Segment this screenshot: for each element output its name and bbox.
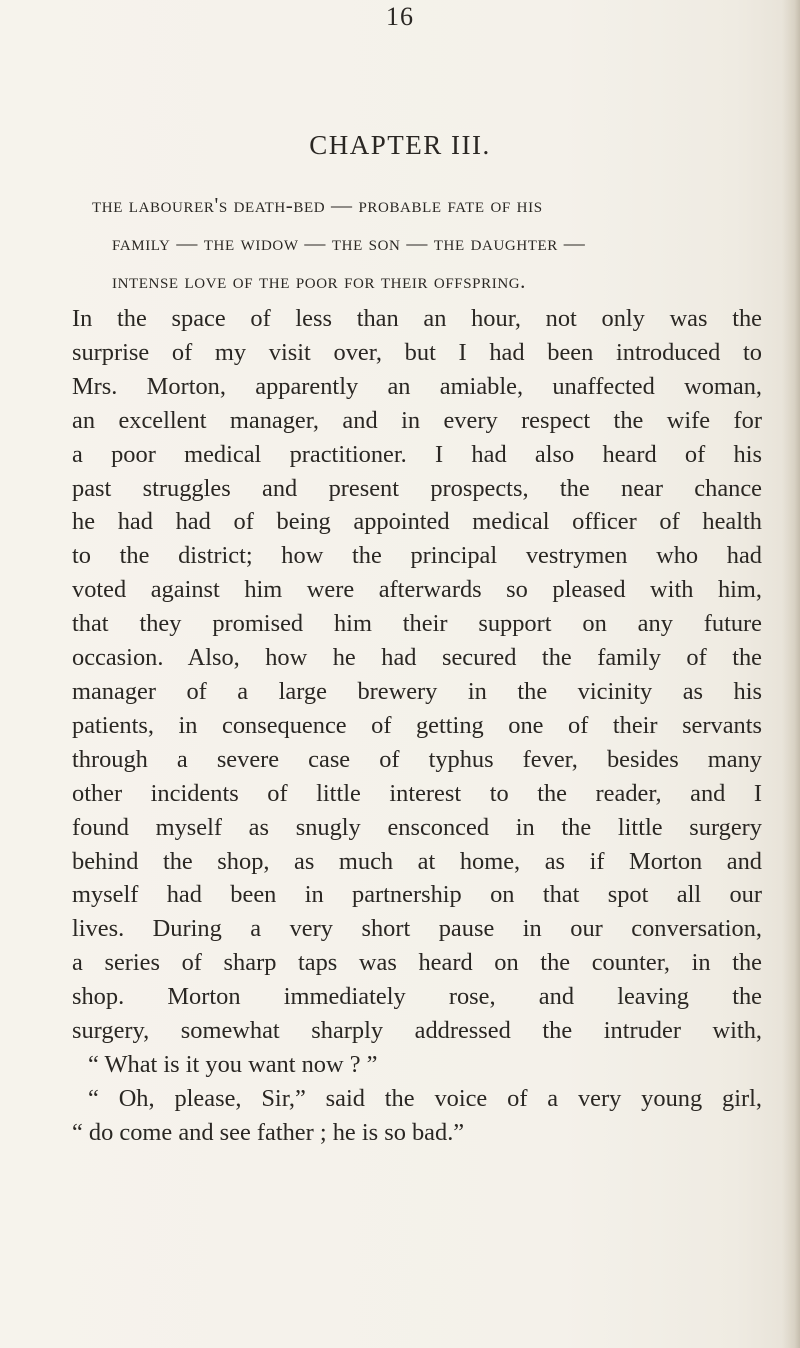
body-line: a series of sharp taps was heard on the counter, in the [72,949,762,977]
body-line: behind the shop, as much at home, as if Morton and [72,847,762,875]
body-line: an excellent manager, and in every respect the wife for [72,406,762,434]
chapter-title: CHAPTER III. [309,130,491,160]
synopsis-line: the labourer's death-bed — probable fate of his [92,193,543,217]
body-line: In the space of less than an hour, not only was the [72,305,762,332]
synopsis-line: intense love of the poor for their offspring. [112,269,527,293]
body-line: to the district; how the principal vestrymen who had [72,542,762,570]
body-line: patients, in consequence of getting one of their servants [72,711,762,739]
synopsis-line: family — the widow — the son — the daughter — [112,231,586,255]
body-line: lives. During a very short pause in our conversation, [72,915,762,943]
body-line: shop. Morton immediately rose, and leaving the [72,983,762,1011]
body-line: past struggles and present prospects, the near chance [72,474,762,502]
body-line: a poor medical practitioner. I had also heard of his [72,440,762,468]
body-line: manager of a large brewery in the vicinity as his [72,677,762,705]
page-number: 16 [386,2,414,31]
body-line: through a severe case of typhus fever, besides many [72,745,762,773]
body-line: “ Oh, please, Sir,” said the voice of a very young girl, [88,1084,762,1112]
body-line: that they promised him their support on any future [72,610,762,638]
body-line: found myself as snugly ensconced in the little surgery [72,813,762,841]
body-line: he had had of being appointed medical officer of health [72,508,762,536]
page-edge-shadow [782,0,800,1348]
chapter-synopsis [92,186,742,300]
body-line: surprise of my visit over, but I had been introduced to [72,338,762,366]
body-line: voted against him were afterwards so pleased with him, [72,576,762,604]
body-line: surgery, somewhat sharply addressed the intruder with, [72,1017,762,1045]
body-line: “ do come and see father ; he is so bad.” [72,1118,465,1146]
body-text [72,302,762,1150]
body-line: “ What is it you want now ? ” [88,1050,378,1078]
body-line: Mrs. Morton, apparently an amiable, unaffected woman, [72,372,762,400]
body-line: myself had been in partnership on that spot all our [72,881,762,909]
body-line: other incidents of little interest to the reader, and I [72,779,762,807]
body-line: occasion. Also, how he had secured the family of the [72,644,762,672]
